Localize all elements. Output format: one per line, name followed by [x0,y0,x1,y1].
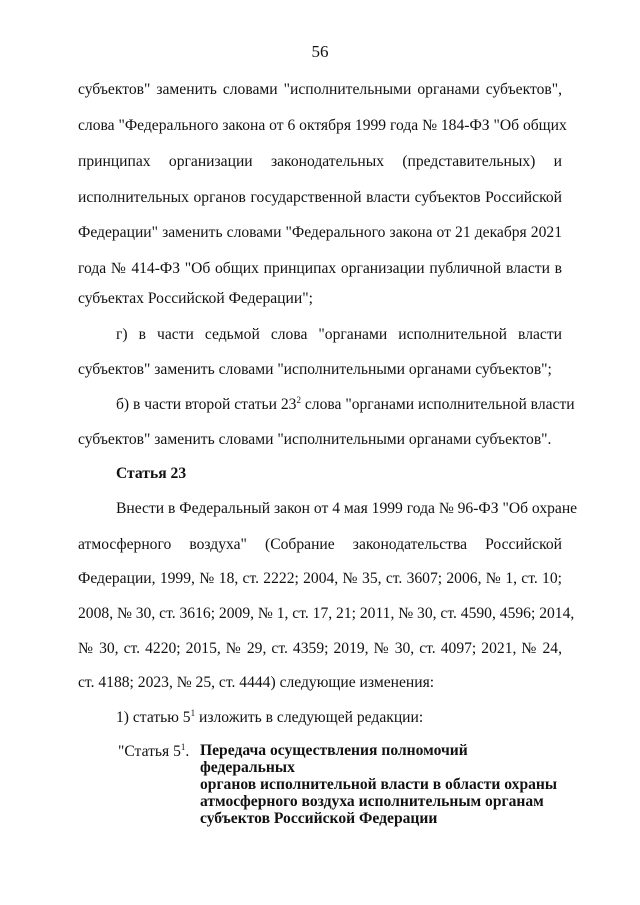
text-line: субъектов" заменить словами "исполнительными органами субъектов". [78,431,552,448]
superscript: 1 [190,707,196,718]
title-line: органов исполнительной власти в области охраны [200,776,558,793]
text-line: Внести в Федеральный закон от 4 мая 1999 года № 96-ФЗ "Об охране [116,500,578,517]
new-article-title [200,742,560,827]
list-item-b-text-rest: слова "органами исполнительной власти [300,396,575,413]
text-line: принципах организации законодательных (представительных) и [78,153,562,170]
article-heading: Статья 23 [116,465,187,482]
text-line: исполнительных органов государственной власти субъектов Российской [78,189,562,206]
title-line: субъектов Российской Федерации [200,810,438,827]
new-article-label-text: "Статья 5 [118,743,181,760]
list-item-g: г) в части седьмой слова "органами исполнительной власти [116,326,562,343]
text-line: субъектах Российской Федерации"; [78,290,313,307]
text-line: атмосферного воздуха" (Собрание законодательства Российской [78,536,562,553]
text-line: Федерации" заменить словами "Федерального закона от 21 декабря 2021 [78,224,562,241]
list-item-b-text: б) в части второй статьи 23 [116,396,297,413]
text-line: 2008, № 30, ст. 3616; 2009, № 1, ст. 17, 21; 2011, № 30, ст. 4590, 4596; 2014, [78,605,575,622]
text-line: года № 414-ФЗ "Об общих принципах организации публичной власти в [78,260,562,277]
title-line: Передача осуществления полномочий федеральных [200,742,468,776]
text-line: слова "Федерального закона от 6 октября 1999 года № 184-ФЗ "Об общих [78,117,567,134]
text-line: субъектов" заменить словами "исполнительными органами субъектов", [78,81,562,98]
text-line: Федерации, 1999, № 18, ст. 2222; 2004, № 35, ст. 3607; 2006, № 1, ст. 10; [78,570,562,587]
new-article-label [118,742,189,762]
title-line: атмосферного воздуха исполнительным органам [200,793,544,810]
list-item-1-text: 1) статью 5 [116,709,191,726]
text-line: субъектов" заменить словами "исполнительными органами субъектов"; [78,361,552,378]
page-number: 56 [311,42,329,61]
list-item-1 [116,708,562,728]
new-article-label-dot: . [185,743,190,760]
text-line: № 30, ст. 4220; 2015, № 29, ст. 4359; 2019, № 30, ст. 4097; 2021, № 24, [78,640,562,657]
text-line: ст. 4188; 2023, № 25, ст. 4444) следующие изменения: [78,674,435,691]
list-item-1-text-rest: изложить в следующей редакции: [195,709,424,726]
superscript: 2 [296,394,301,405]
list-item-b [116,394,575,415]
superscript: 1 [180,741,186,752]
